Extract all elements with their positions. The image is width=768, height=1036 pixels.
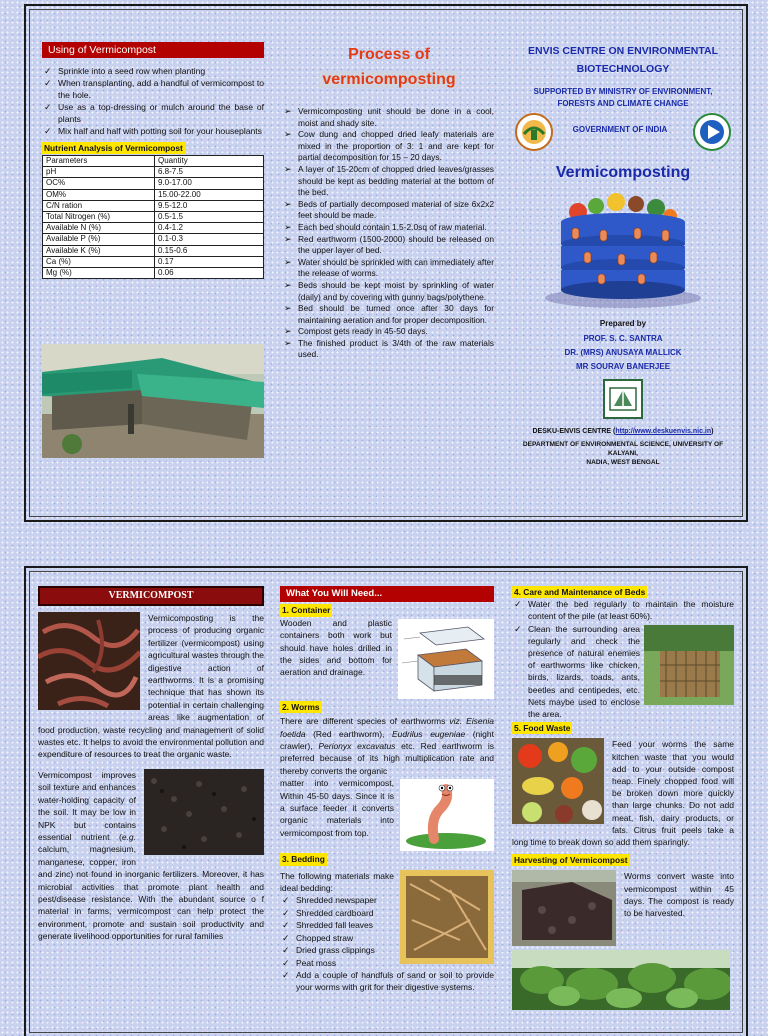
table-row [43, 189, 264, 200]
food-text: Feed your worms the same kitchen waste that you would add to your outside compost heap. Finely chopped food will be broken down more quickly than large chunks. Do not add meat, fish, dairy [612, 739, 734, 823]
species-name: Eudrilus eugeniae [391, 728, 466, 739]
process-title-line: Process of [348, 46, 430, 63]
bedding-section [280, 870, 494, 994]
centre-url-link[interactable]: http://www.deskuenvis.nic.in [615, 428, 712, 435]
list-item: ✓ Dried grass clippings [280, 944, 494, 956]
org-name [512, 42, 734, 78]
table-row [43, 167, 264, 178]
list-item: ✓ Shredded fall leaves [280, 919, 494, 931]
harvest-title: Harvesting of Vermicompost [514, 855, 628, 866]
list-item: ✓ Chopped straw [280, 932, 494, 944]
table-cell: C/N ration [43, 200, 155, 211]
table-cell: 0.4-1.2 [155, 223, 264, 234]
table-cell: 9.5-12.0 [155, 200, 264, 211]
cover-column [512, 42, 734, 467]
container-title: 1. Container [282, 605, 331, 616]
org-name-line: ENVIS CENTRE ON ENVIRONMENTAL [528, 45, 718, 57]
dept-line: DEPARTMENT OF ENVIRONMENTAL SCIENCE, UNIVERSITY OF KALYANI, [522, 441, 724, 457]
prepared-by: Prepared by [599, 319, 647, 328]
care-list [512, 598, 734, 720]
table-cell: 6.8-7.5 [155, 167, 264, 178]
netted-bed-photo [644, 625, 734, 705]
dept-line: NADIA, WEST BENGAL [586, 459, 660, 466]
food-waste-photo [512, 738, 604, 824]
logo-row [512, 112, 734, 152]
cover-title: Vermicomposting [555, 164, 691, 181]
process-column [284, 42, 494, 361]
benefits-text: calcium, magnesium, manganese, copper, iron and zinc) not found in inorganic fertilizers. Moreover, it has microbial activities that promote plant health and pest/disease resistance. With the abundant source o f material in farms, vermicompost can help protect the environment, promote and sustain soil productivity and generate livelihood opportunities for rural families [38, 844, 264, 942]
process-title [284, 42, 494, 92]
container-text: Wooden and plastic containers both work but should have holes drilled in the sides and bottom for aeration and drainage. [280, 617, 392, 678]
list-item: ✓ Shredded newspaper [280, 894, 494, 906]
vermicompost-intro [38, 612, 264, 761]
list-item: ➢ Beds of partially decomposed material of size 6x2x2 feet should be made. [284, 199, 494, 222]
table-row [43, 234, 264, 245]
worms-section [280, 777, 494, 839]
worms-title: 2. Worms [282, 701, 320, 712]
cartoon-worm-illustration [400, 779, 494, 851]
centre-line [512, 426, 734, 438]
process-list [284, 106, 494, 361]
intro-text: has shown its potential in certain challenging areas like augmentation of food production, waste recycling and management of solid wastes etc. It helps to avoid the environmental pollution and expenditure of resources to treat the organic waste. [38, 687, 264, 760]
eg-text: e.g. [121, 831, 136, 842]
worms-text: (night crawler), [280, 728, 494, 752]
container-section [280, 617, 494, 679]
table-header: Parameters [43, 156, 155, 167]
table-cell: Total Nitrogen (%) [43, 212, 155, 223]
care-title: 4. Care and Maintenance of Beds [514, 587, 646, 597]
worms-text: There are different species of earthworms [280, 716, 450, 727]
supported-by [512, 86, 734, 110]
list-item: ➢ Red earthworm (1500-2000) should be released on the upper layer of bed. [284, 234, 494, 257]
table-row [43, 223, 264, 234]
table-row [43, 268, 264, 279]
list-item: ✓ Water the bed regularly to maintain the moisture content of the pile (at least 60%). [512, 598, 734, 622]
list-item: ➢ Compost gets ready in 45-50 days. [284, 326, 494, 338]
food-title: 5. Food Waste [514, 723, 571, 734]
table-cell: Ca (%) [43, 256, 155, 267]
table-cell: 9.0-17.00 [155, 178, 264, 189]
process-title-line: vermicomposting [322, 71, 456, 88]
using-title: Using of Vermicompost [42, 42, 264, 58]
table-cell: 0.5-1.5 [155, 212, 264, 223]
list-item: ➢ Cow dung and chopped dried leafy materials are mixed in the proportion of 3: 1 and are kept for partial decomposition for 15 – 20 days. [284, 129, 494, 164]
authors [512, 332, 734, 374]
table-cell: Available K (%) [43, 245, 155, 256]
author-name: MR SOURAV BANERJEE [575, 362, 671, 371]
care-text: Clean the surrounding area regularly and check the presence of natural enemies of earthworms like chicken, birds, lizards, toads, ants, beetles and centipedes, etc. Nets maybe used to enclose the area. [528, 623, 640, 720]
author-name: DR. (MRS) ANUSAYA MALLICK [564, 348, 682, 357]
list-item: ✓ Sprinkle into a seed row when planting [42, 65, 264, 77]
list-item: ➢ The finished product is 3/4th of the raw materials used. [284, 338, 494, 361]
using-column [42, 42, 264, 279]
table-header: Quantity [155, 156, 264, 167]
list-item: ➢ Water should be sprinkled with can immediately after the release of worms. [284, 257, 494, 280]
table-cell: OC% [43, 178, 155, 189]
benefits-text: contains essential nutrient ( [38, 819, 136, 842]
vermicompost-pile-photo [144, 769, 264, 855]
list-item: ✓ Mix half and half with potting soil for your houseplants [42, 125, 264, 137]
species-name: Eisenia foetida [280, 716, 494, 739]
bedding-intro: The following materials make ideal bedding: [280, 870, 394, 894]
food-text: products, or fats. Citrus fruit peels take a long time to break down so add them sparingly. [512, 812, 734, 848]
species-name: Perionyx excavatus [318, 741, 396, 752]
table-header-row [43, 156, 264, 167]
author-name: PROF. S. C. SANTRA [583, 334, 663, 343]
bedding-list [280, 894, 494, 993]
vermicompost-column [38, 586, 264, 943]
list-item: ✓ When transplanting, add a handful of vermicompost to the hole. [42, 77, 264, 101]
table-row [43, 200, 264, 211]
supported-line: SUPPORTED BY MINISTRY OF ENVIRONMENT, [533, 87, 713, 96]
list-item: ✓ Use as a top-dressing or mulch around the base of plants [42, 101, 264, 125]
table-row [43, 212, 264, 223]
nutrient-table [42, 155, 264, 279]
benefits-text: Vermicompost improves soil texture and enhances water-holding capacity of the soil. It may be low in NPK but [38, 769, 136, 830]
food-section [512, 738, 734, 848]
harvest-bed-photo [512, 870, 616, 946]
table-row [43, 256, 264, 267]
envis-logo-icon [692, 112, 732, 152]
container-diagram [398, 619, 494, 699]
harvest-section [512, 870, 734, 919]
list-item: ✓ Shredded cardboard [280, 907, 494, 919]
worms-viz: viz. [449, 716, 463, 727]
list-item: ✓ Add a couple of handfuls of sand or soil to provide your worms with grit for their digestive systems. [280, 969, 494, 994]
list-item: ➢ Each bed should contain 1.5-2.0sq of raw material. [284, 222, 494, 234]
table-cell: 0.06 [155, 268, 264, 279]
list-item: ✓ Peat moss [280, 957, 494, 969]
intro-text: Vermicomposting is the process of producing organic fertilizer (vermicompost) using agricultural wastes through the digestive action of earthworms. It is a promising technique that [148, 613, 264, 698]
table-cell: 0.17 [155, 256, 264, 267]
table-cell: 0.15-0.6 [155, 245, 264, 256]
supported-line: FORESTS AND CLIMATE CHANGE [557, 99, 689, 108]
centre-close: ) [711, 428, 714, 435]
list-item: ➢ Bed should be turned once after 30 days for maintaining aeration and for proper decomposition. [284, 303, 494, 326]
table-cell: Mg (%) [43, 268, 155, 279]
vermicompost-title: VERMICOMPOST [38, 586, 264, 606]
centre-name: DESKU-ENVIS CENTRE ( [532, 428, 616, 435]
department-address [512, 440, 734, 467]
table-row [43, 178, 264, 189]
worms-text: (Red earthworm), [305, 728, 392, 739]
care-column [512, 586, 734, 1010]
need-title: What You Will Need... [280, 586, 494, 602]
govt-text: GOVERNMENT OF INDIA [572, 125, 668, 134]
crop-field-photo [512, 950, 730, 1010]
table-cell: 15.00-22.00 [155, 189, 264, 200]
university-logo-icon [602, 378, 644, 420]
moefcc-emblem-icon [514, 112, 554, 152]
worms-text: etc. Red earthworm is preferred because of its high multiplication rate and thereby converts the organic [280, 741, 495, 776]
list-item [512, 623, 734, 721]
earthworms-photo [38, 612, 140, 710]
list-item: ➢ Vermicomposting unit should be done in a cool, moist and shady site. [284, 106, 494, 129]
table-cell: OM% [43, 189, 155, 200]
table-cell: pH [43, 167, 155, 178]
nutrient-title: Nutrient Analysis of Vermicompost [44, 143, 183, 153]
table-cell: Available N (%) [43, 223, 155, 234]
list-item: ➢ A layer of 15-20cm of chopped dried leaves/grasses should be kept as bedding material at the bottom of the bed. [284, 164, 494, 199]
list-item: ➢ Beds should be kept moist by sprinkling of water (daily) and by covering with gunny bags/polythene. [284, 280, 494, 303]
worms-text: matter into vermicompost, Within 45-50 days. Since it is a surface feeder it converts organic materials into vermicompost from top. [280, 778, 394, 838]
brochure-outer-sheet [24, 4, 748, 522]
vermibed-shade-photo [42, 344, 264, 458]
org-name-line: BIOTECHNOLOGY [576, 63, 670, 75]
worms-intro [280, 715, 494, 777]
worm-bin-illustration [538, 190, 708, 310]
brochure-inner-sheet [24, 566, 748, 1036]
need-column [280, 586, 494, 994]
using-list [42, 65, 264, 137]
table-cell: Available P (%) [43, 234, 155, 245]
table-row [43, 245, 264, 256]
harvest-text: Worms convert waste into vermicompost within 45 days. The compost is ready to be harvested. [624, 871, 734, 919]
vermicompost-benefits [38, 769, 264, 943]
table-cell: 0.1-0.3 [155, 234, 264, 245]
bedding-title: 3. Bedding [282, 854, 325, 865]
